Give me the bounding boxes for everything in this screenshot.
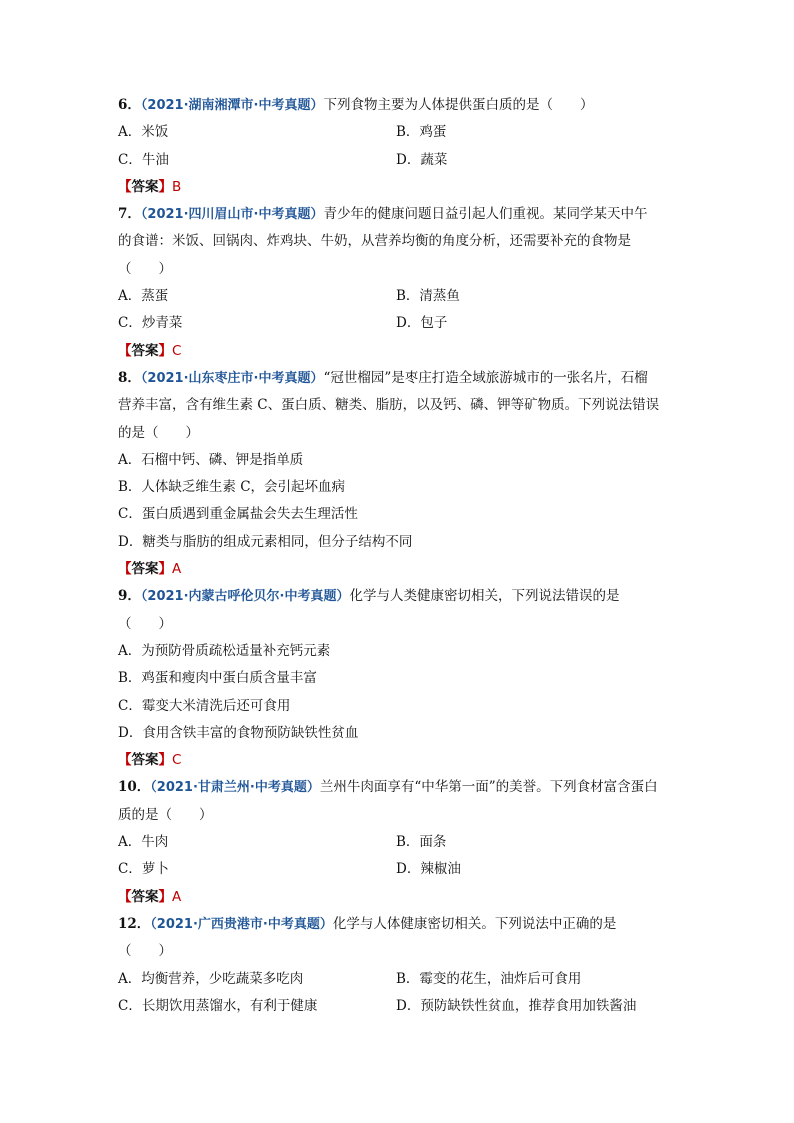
option-row [118, 720, 678, 747]
answer-label: 【答案】 [118, 561, 172, 578]
question-source: （2021·内蒙古呼伦贝尔·中考真题） [140, 589, 350, 605]
question-block [118, 92, 678, 201]
answer-value: B [172, 178, 182, 195]
option-row [118, 501, 678, 528]
question-stem-text: 化学与人体健康密切相关。下列说法中正确的是 [332, 915, 617, 932]
question-block [118, 911, 678, 1020]
option-row [118, 829, 678, 856]
question-number: 9． [118, 588, 141, 605]
question-stem-line [118, 92, 678, 119]
answer-value: A [172, 561, 182, 578]
question-source: （2021·广西贵港市·中考真题） [150, 916, 333, 932]
answer-option: C．蛋白质遇到重金属盐会失去生理活性 [118, 506, 358, 523]
question-stem-line [118, 365, 678, 392]
question-stem-text: （ ） [118, 260, 172, 277]
question-stem-line [118, 228, 678, 255]
answer-option: B．鸡蛋和瘦肉中蛋白质含量丰富 [118, 670, 317, 687]
answer-line [118, 174, 678, 201]
question-stem-line [118, 392, 678, 419]
answer-line [118, 884, 678, 911]
question-number: 10． [118, 779, 151, 796]
question-stem-text: （ ） [118, 615, 172, 632]
option-row [118, 310, 678, 337]
answer-option: B．面条 [396, 834, 447, 851]
answer-option: A．石榴中钙、磷、钾是指单质 [118, 451, 304, 468]
answer-option: C．长期饮用蒸馏水，有利于健康 [118, 997, 318, 1014]
question-stem-text: “冠世榴园”是枣庄打造全域旅游城市的一张名片，石榴 [323, 369, 648, 386]
question-number: 6． [118, 97, 141, 113]
answer-option: A．均衡营养，少吃蔬菜多吃肉 [118, 970, 304, 987]
answer-option: C．萝卜 [118, 861, 169, 878]
answer-value: C [172, 752, 182, 769]
answer-option: C．炒青菜 [118, 315, 183, 332]
question-stem-line [118, 420, 678, 447]
question-page [118, 92, 678, 1020]
option-row [118, 993, 678, 1020]
answer-option: A．米饭 [118, 124, 169, 141]
question-stem-line [118, 802, 678, 829]
question-stem-line [118, 938, 678, 965]
answer-label: 【答案】 [118, 888, 172, 905]
question-number: 8． [118, 369, 141, 386]
option-row [118, 856, 678, 883]
option-row [118, 966, 678, 993]
answer-line [118, 338, 678, 365]
question-block [118, 583, 678, 774]
answer-option: D．辣椒油 [396, 861, 461, 878]
option-row [118, 147, 678, 174]
option-row [118, 638, 678, 665]
option-row [118, 474, 678, 501]
answer-label: 【答案】 [118, 342, 172, 359]
question-stem-line [118, 911, 678, 938]
answer-value: A [172, 888, 182, 905]
question-stem-line [118, 774, 678, 801]
answer-value: C [172, 342, 182, 359]
question-stem-text: 化学与人类健康密切相关，下列说法错误的是 [349, 588, 620, 605]
question-source: （2021·湖南湘潭市·中考真题） [140, 98, 324, 113]
answer-option: D．预防缺铁性贫血，推荐食用加铁酱油 [396, 997, 637, 1014]
answer-option: D．蔬菜 [396, 151, 448, 168]
answer-line [118, 556, 678, 583]
answer-line [118, 747, 678, 774]
question-stem-line [118, 201, 678, 228]
option-row [118, 693, 678, 720]
option-row [118, 447, 678, 474]
question-block [118, 774, 678, 910]
option-row [118, 665, 678, 692]
question-number: 7． [118, 206, 141, 223]
answer-option: A．牛肉 [118, 834, 169, 851]
answer-option: D．食用含铁丰富的食物预防缺铁性贫血 [118, 724, 359, 741]
question-stem-text: 的食谱：米饭、回锅肉、炸鸡块、牛奶，从营养均衡的角度分析，还需要补充的食物是 [118, 233, 631, 250]
answer-label: 【答案】 [118, 752, 172, 769]
option-row [118, 283, 678, 310]
question-stem-text: 兰州牛肉面享有“中华第一面”的美誉。下列食材富含蛋白 [319, 779, 658, 796]
question-source: （2021·山东枣庄市·中考真题） [140, 370, 324, 386]
question-stem-line [118, 256, 678, 283]
answer-option: B．人体缺乏维生素 C，会引起坏血病 [118, 479, 346, 496]
question-block [118, 201, 678, 365]
answer-option: D．包子 [396, 315, 448, 332]
question-stem-text: （ ） [118, 943, 172, 960]
answer-option: C．牛油 [118, 151, 169, 168]
question-stem-text: 质的是（ ） [118, 806, 213, 823]
question-stem-text: 营养丰富，含有维生素 C、蛋白质、糖类、脂肪，以及钙、磷、钾等矿物质。下列说法错误 [118, 397, 660, 414]
question-block [118, 365, 678, 583]
answer-option: B．清蒸鱼 [396, 288, 460, 305]
answer-option: B．霉变的花生，油炸后可食用 [396, 970, 582, 987]
question-stem-text: 下列食物主要为人体提供蛋白质的是（ ） [323, 97, 594, 113]
answer-option: A．蒸蛋 [118, 288, 169, 305]
question-stem-text: 的是（ ） [118, 424, 199, 441]
question-stem-text: 青少年的健康问题日益引起人们重视。某同学某天中午 [323, 206, 648, 223]
answer-option: C．霉变大米清洗后还可食用 [118, 697, 291, 714]
question-source: （2021·四川眉山市·中考真题） [140, 207, 324, 223]
answer-option: A．为预防骨质疏松适量补充钙元素 [118, 642, 331, 659]
answer-label: 【答案】 [118, 178, 172, 195]
option-row [118, 529, 678, 556]
question-source: （2021·甘肃兰州·中考真题） [150, 780, 320, 796]
answer-option: B．鸡蛋 [396, 124, 447, 141]
answer-option: D．糖类与脂肪的组成元素相同，但分子结构不同 [118, 533, 413, 550]
question-stem-line [118, 611, 678, 638]
option-row [118, 119, 678, 146]
question-number: 12． [118, 915, 151, 932]
question-stem-line [118, 583, 678, 610]
